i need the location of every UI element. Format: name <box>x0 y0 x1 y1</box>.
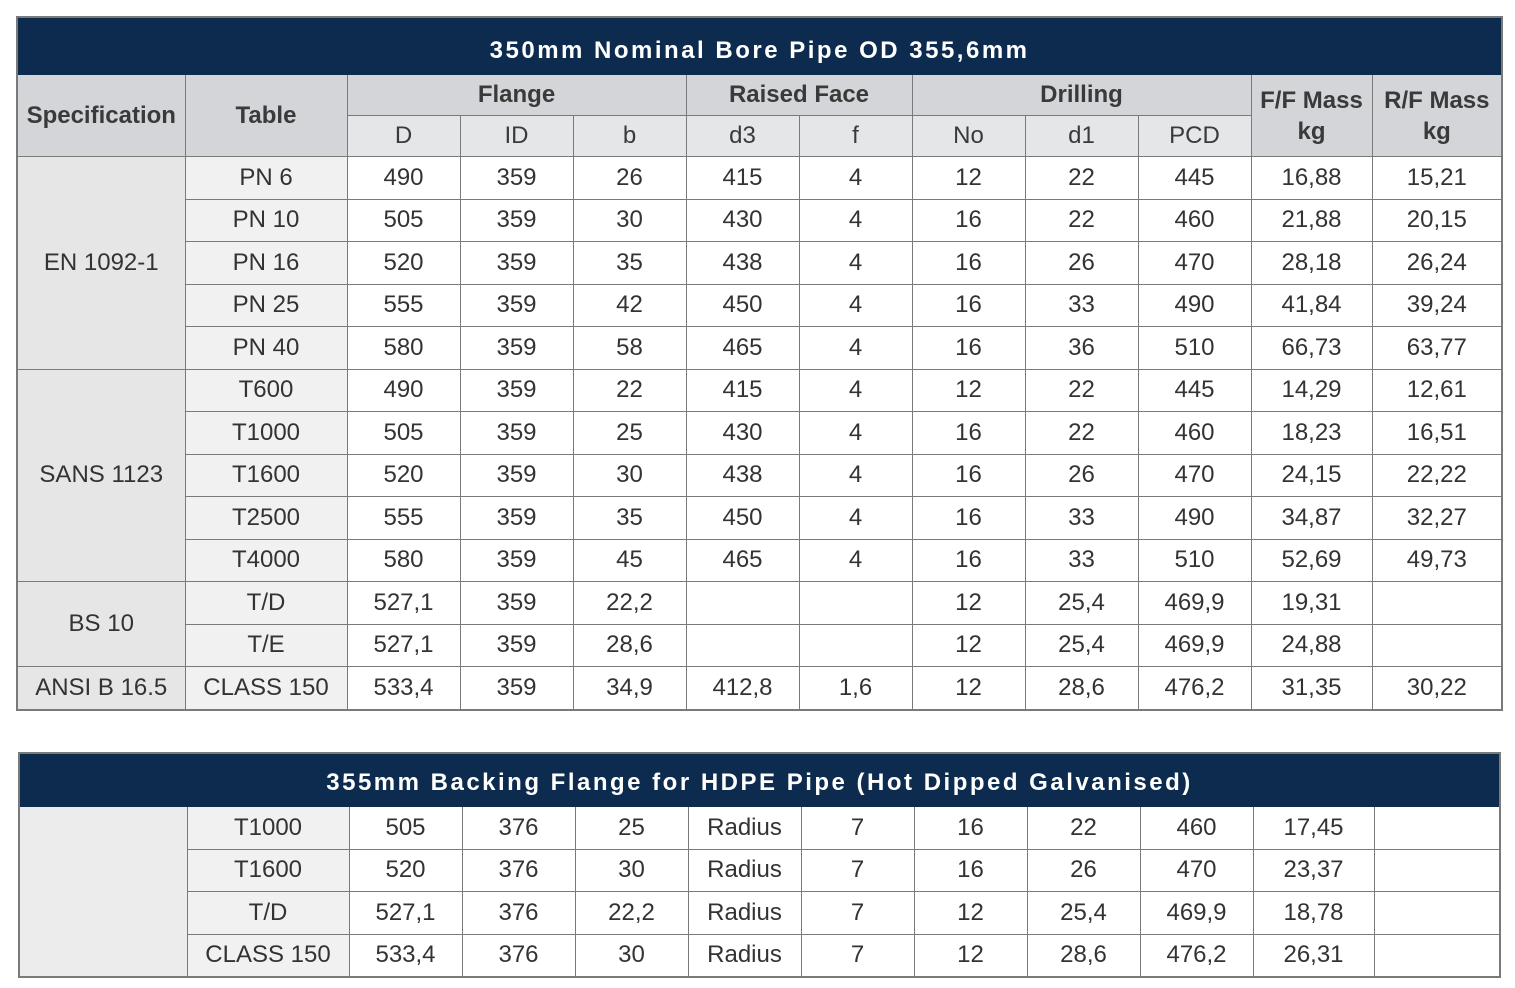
cell-rf: 39,24 <box>1372 284 1502 327</box>
subheader-D: D <box>347 116 460 157</box>
cell-f: 4 <box>799 157 912 200</box>
table-name-cell: T2500 <box>185 497 347 540</box>
cell-d1: 22 <box>1025 157 1138 200</box>
cell-ID: 359 <box>460 539 573 582</box>
cell-d1: 22 <box>1025 412 1138 455</box>
table-name-cell: T1600 <box>185 454 347 497</box>
cell-D: 555 <box>347 284 460 327</box>
cell-b: 30 <box>575 849 688 892</box>
header-table: Table <box>185 75 347 157</box>
cell-PCD: 490 <box>1138 497 1251 540</box>
cell-d3: 412,8 <box>686 667 799 710</box>
cell-D: 533,4 <box>347 667 460 710</box>
cell-ID: 359 <box>460 157 573 200</box>
cell-ID: 376 <box>462 892 575 935</box>
cell-d3: 415 <box>686 157 799 200</box>
cell-PCD: 469,9 <box>1138 624 1251 667</box>
cell-d1: 26 <box>1027 849 1140 892</box>
cell-f <box>799 624 912 667</box>
cell-D: 580 <box>347 539 460 582</box>
cell-rf: 20,15 <box>1372 199 1502 242</box>
subheader-PCD: PCD <box>1138 116 1251 157</box>
cell-D: 490 <box>347 369 460 412</box>
cell-f: 4 <box>799 412 912 455</box>
cell-No: 12 <box>914 892 1027 935</box>
flange-table-350mm <box>16 16 1503 711</box>
cell-d1: 22 <box>1025 199 1138 242</box>
cell-b: 25 <box>573 412 686 455</box>
cell-ff: 66,73 <box>1251 327 1372 370</box>
cell-f: 4 <box>799 284 912 327</box>
subheader-d1: d1 <box>1025 116 1138 157</box>
cell-b: 34,9 <box>573 667 686 710</box>
cell-d1: 22 <box>1025 369 1138 412</box>
cell-ID: 376 <box>462 807 575 850</box>
table-name-cell: T1000 <box>187 807 349 850</box>
cell-ID: 359 <box>460 327 573 370</box>
table-name-cell: PN 6 <box>185 157 347 200</box>
cell-D: 555 <box>347 497 460 540</box>
subheader-f: f <box>799 116 912 157</box>
cell-d3: 450 <box>686 284 799 327</box>
header-rf-mass-line2: kg <box>1422 117 1451 145</box>
cell-PCD: 469,9 <box>1138 582 1251 625</box>
cell-No: 12 <box>912 157 1025 200</box>
subheader-b: b <box>573 116 686 157</box>
backing-flange-table-355mm <box>18 752 1501 978</box>
table-name-cell: PN 10 <box>185 199 347 242</box>
cell-rf: 12,61 <box>1372 369 1502 412</box>
cell-d3: 430 <box>686 199 799 242</box>
table-row <box>17 157 1502 200</box>
table1-title: 350mm Nominal Bore Pipe OD 355,6mm <box>17 17 1502 75</box>
cell-ID: 376 <box>462 934 575 977</box>
cell-ID: 359 <box>460 497 573 540</box>
cell-b: 25 <box>575 807 688 850</box>
header-raised-face: Raised Face <box>686 75 912 116</box>
header-flange: Flange <box>347 75 686 116</box>
table-row <box>17 582 1502 625</box>
cell-ff: 19,31 <box>1251 582 1372 625</box>
spec-cell: ANSI B 16.5 <box>17 667 185 710</box>
table-row <box>17 624 1502 667</box>
cell-No: 16 <box>912 242 1025 285</box>
table-name-cell: PN 40 <box>185 327 347 370</box>
table-row <box>17 284 1502 327</box>
header-ff-mass-line1: F/F Mass <box>1260 86 1363 114</box>
table-name-cell: T4000 <box>185 539 347 582</box>
table-name-cell: PN 25 <box>185 284 347 327</box>
cell-ID: 359 <box>460 454 573 497</box>
cell-PCD: 476,2 <box>1138 667 1251 710</box>
cell-b: 30 <box>575 934 688 977</box>
cell-rf: 63,77 <box>1372 327 1502 370</box>
cell-PCD: 510 <box>1138 327 1251 370</box>
cell-No: 16 <box>914 807 1027 850</box>
cell-d3: 465 <box>686 327 799 370</box>
cell-No: 16 <box>912 412 1025 455</box>
cell-d1: 25,4 <box>1025 582 1138 625</box>
cell-d3 <box>686 582 799 625</box>
table-row <box>17 199 1502 242</box>
cell-rf <box>1374 807 1500 850</box>
spec-cell-empty <box>19 807 187 978</box>
cell-ID: 359 <box>460 582 573 625</box>
cell-ff: 24,15 <box>1251 454 1372 497</box>
table-row <box>17 242 1502 285</box>
cell-d3: Radius <box>688 934 801 977</box>
cell-No: 16 <box>912 497 1025 540</box>
table-row <box>17 327 1502 370</box>
subheader-ID: ID <box>460 116 573 157</box>
cell-ff: 52,69 <box>1251 539 1372 582</box>
cell-b: 30 <box>573 454 686 497</box>
table-row <box>17 497 1502 540</box>
cell-D: 520 <box>347 454 460 497</box>
table-row <box>17 454 1502 497</box>
cell-PCD: 470 <box>1138 242 1251 285</box>
cell-ID: 359 <box>460 624 573 667</box>
table2-title: 355mm Backing Flange for HDPE Pipe (Hot Dipped Galvanised) <box>19 753 1500 807</box>
cell-f <box>799 582 912 625</box>
table-name-cell: T/E <box>185 624 347 667</box>
header-ff-mass-line2: kg <box>1297 117 1326 145</box>
cell-D: 505 <box>347 412 460 455</box>
cell-ff: 21,88 <box>1251 199 1372 242</box>
cell-d1: 28,6 <box>1025 667 1138 710</box>
cell-PCD: 445 <box>1138 369 1251 412</box>
header-rf-mass-line1: R/F Mass <box>1384 86 1490 114</box>
cell-f: 4 <box>799 369 912 412</box>
cell-b: 22,2 <box>573 582 686 625</box>
table-row <box>19 849 1500 892</box>
cell-rf <box>1374 892 1500 935</box>
cell-D: 533,4 <box>349 934 462 977</box>
cell-ff: 28,18 <box>1251 242 1372 285</box>
cell-ID: 359 <box>460 242 573 285</box>
cell-ID: 359 <box>460 284 573 327</box>
cell-f: 7 <box>801 849 914 892</box>
cell-d1: 28,6 <box>1027 934 1140 977</box>
cell-No: 12 <box>912 582 1025 625</box>
cell-d1: 33 <box>1025 284 1138 327</box>
cell-ff: 26,31 <box>1253 934 1374 977</box>
cell-rf <box>1372 624 1502 667</box>
spec-cell: EN 1092-1 <box>17 157 185 370</box>
cell-f: 4 <box>799 327 912 370</box>
cell-D: 527,1 <box>347 624 460 667</box>
cell-d3: 438 <box>686 454 799 497</box>
cell-d1: 26 <box>1025 242 1138 285</box>
cell-ff: 34,87 <box>1251 497 1372 540</box>
cell-b: 45 <box>573 539 686 582</box>
cell-d3 <box>686 624 799 667</box>
cell-f: 4 <box>799 242 912 285</box>
header-drilling: Drilling <box>912 75 1251 116</box>
table-row <box>17 539 1502 582</box>
cell-D: 580 <box>347 327 460 370</box>
cell-No: 12 <box>914 934 1027 977</box>
cell-rf: 22,22 <box>1372 454 1502 497</box>
cell-rf: 32,27 <box>1372 497 1502 540</box>
table-row <box>19 934 1500 977</box>
cell-No: 12 <box>912 369 1025 412</box>
table-name-cell: T1600 <box>187 849 349 892</box>
cell-D: 520 <box>349 849 462 892</box>
table-row <box>17 667 1502 710</box>
header-ff-mass <box>1251 75 1372 157</box>
cell-PCD: 470 <box>1140 849 1253 892</box>
cell-ID: 359 <box>460 369 573 412</box>
cell-D: 520 <box>347 242 460 285</box>
cell-f: 4 <box>799 497 912 540</box>
cell-f: 7 <box>801 892 914 935</box>
cell-d3: 415 <box>686 369 799 412</box>
cell-PCD: 510 <box>1138 539 1251 582</box>
table2-body <box>19 807 1500 978</box>
cell-PCD: 476,2 <box>1140 934 1253 977</box>
cell-rf: 15,21 <box>1372 157 1502 200</box>
cell-b: 35 <box>573 497 686 540</box>
cell-d3: 450 <box>686 497 799 540</box>
cell-D: 505 <box>349 807 462 850</box>
cell-b: 58 <box>573 327 686 370</box>
header-rf-mass <box>1372 75 1502 157</box>
spec-cell: BS 10 <box>17 582 185 667</box>
cell-No: 16 <box>912 327 1025 370</box>
cell-b: 35 <box>573 242 686 285</box>
cell-d1: 25,4 <box>1025 624 1138 667</box>
cell-PCD: 460 <box>1140 807 1253 850</box>
cell-rf: 30,22 <box>1372 667 1502 710</box>
cell-PCD: 470 <box>1138 454 1251 497</box>
cell-f: 4 <box>799 199 912 242</box>
cell-D: 527,1 <box>347 582 460 625</box>
cell-f: 4 <box>799 539 912 582</box>
cell-ff: 17,45 <box>1253 807 1374 850</box>
subheader-No: No <box>912 116 1025 157</box>
cell-d3: Radius <box>688 892 801 935</box>
cell-d1: 33 <box>1025 539 1138 582</box>
table-row <box>17 369 1502 412</box>
cell-d1: 25,4 <box>1027 892 1140 935</box>
table-row <box>19 807 1500 850</box>
cell-f: 7 <box>801 807 914 850</box>
cell-rf: 26,24 <box>1372 242 1502 285</box>
cell-ff: 14,29 <box>1251 369 1372 412</box>
cell-D: 527,1 <box>349 892 462 935</box>
cell-No: 12 <box>912 624 1025 667</box>
cell-b: 22,2 <box>575 892 688 935</box>
cell-D: 505 <box>347 199 460 242</box>
cell-PCD: 469,9 <box>1140 892 1253 935</box>
table-row <box>17 412 1502 455</box>
cell-ID: 359 <box>460 667 573 710</box>
cell-d3: 465 <box>686 539 799 582</box>
cell-d3: Radius <box>688 849 801 892</box>
cell-ff: 23,37 <box>1253 849 1374 892</box>
cell-d1: 26 <box>1025 454 1138 497</box>
table-name-cell: T/D <box>185 582 347 625</box>
table-name-cell: T/D <box>187 892 349 935</box>
cell-f: 1,6 <box>799 667 912 710</box>
subheader-d3: d3 <box>686 116 799 157</box>
table1-body <box>17 157 1502 710</box>
cell-ff: 18,78 <box>1253 892 1374 935</box>
cell-ID: 359 <box>460 199 573 242</box>
cell-No: 16 <box>912 284 1025 327</box>
cell-PCD: 445 <box>1138 157 1251 200</box>
table-name-cell: PN 16 <box>185 242 347 285</box>
spec-cell: SANS 1123 <box>17 369 185 582</box>
cell-No: 12 <box>912 667 1025 710</box>
cell-D: 490 <box>347 157 460 200</box>
table-name-cell: T600 <box>185 369 347 412</box>
cell-b: 26 <box>573 157 686 200</box>
table-name-cell: T1000 <box>185 412 347 455</box>
table-name-cell: CLASS 150 <box>185 667 347 710</box>
cell-No: 16 <box>914 849 1027 892</box>
cell-f: 7 <box>801 934 914 977</box>
cell-No: 16 <box>912 539 1025 582</box>
cell-b: 42 <box>573 284 686 327</box>
header-specification: Specification <box>17 75 185 157</box>
cell-d1: 36 <box>1025 327 1138 370</box>
cell-No: 16 <box>912 199 1025 242</box>
cell-d3: Radius <box>688 807 801 850</box>
cell-PCD: 460 <box>1138 412 1251 455</box>
cell-d3: 438 <box>686 242 799 285</box>
cell-ff: 16,88 <box>1251 157 1372 200</box>
cell-rf: 49,73 <box>1372 539 1502 582</box>
cell-f: 4 <box>799 454 912 497</box>
cell-ff: 31,35 <box>1251 667 1372 710</box>
cell-rf <box>1374 849 1500 892</box>
table-row <box>19 892 1500 935</box>
cell-ff: 24,88 <box>1251 624 1372 667</box>
cell-d3: 430 <box>686 412 799 455</box>
cell-ID: 359 <box>460 412 573 455</box>
cell-PCD: 490 <box>1138 284 1251 327</box>
cell-b: 30 <box>573 199 686 242</box>
cell-ID: 376 <box>462 849 575 892</box>
table-name-cell: CLASS 150 <box>187 934 349 977</box>
cell-rf: 16,51 <box>1372 412 1502 455</box>
cell-d1: 33 <box>1025 497 1138 540</box>
cell-No: 16 <box>912 454 1025 497</box>
cell-ff: 41,84 <box>1251 284 1372 327</box>
cell-rf <box>1372 582 1502 625</box>
cell-b: 22 <box>573 369 686 412</box>
cell-PCD: 460 <box>1138 199 1251 242</box>
cell-d1: 22 <box>1027 807 1140 850</box>
cell-rf <box>1374 934 1500 977</box>
cell-b: 28,6 <box>573 624 686 667</box>
cell-ff: 18,23 <box>1251 412 1372 455</box>
